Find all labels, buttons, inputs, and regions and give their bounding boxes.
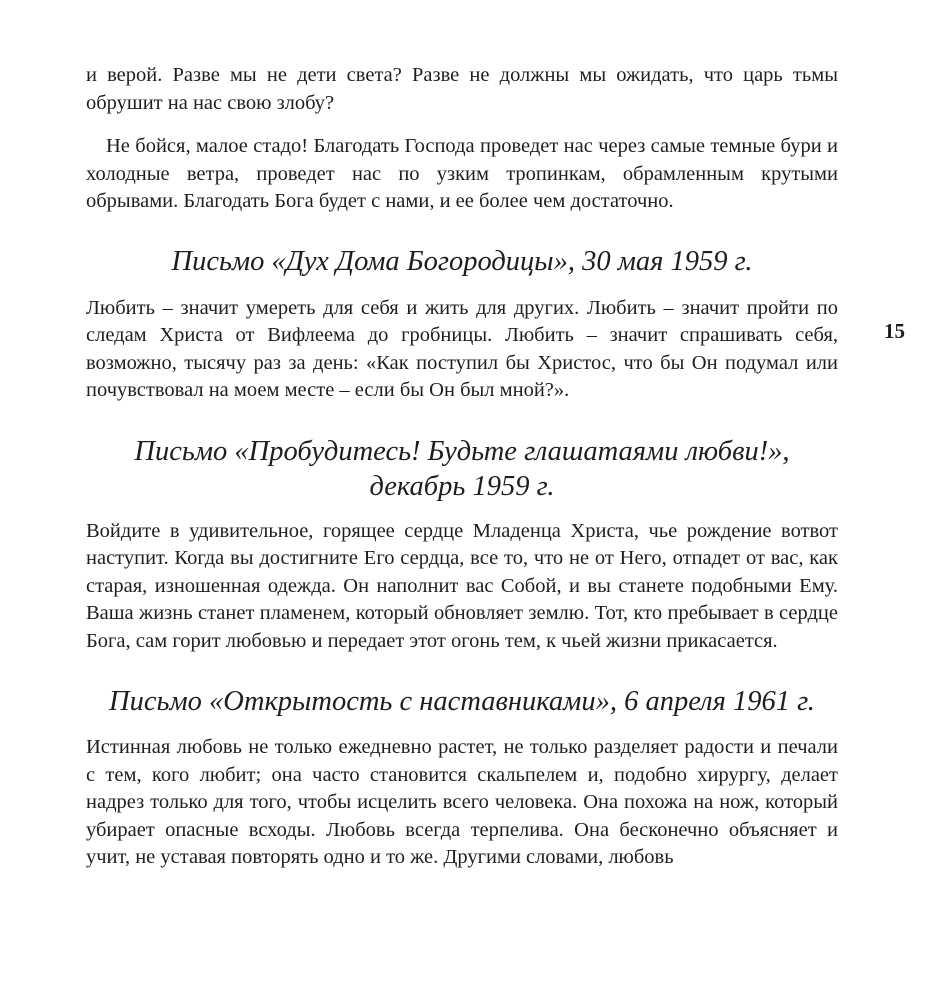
section-heading-1: Письмо «Дух Дома Богородицы», 30 мая 1959 г.	[171, 245, 753, 277]
section-heading-2-line-2: декабрь 1959 г.	[369, 470, 555, 502]
section-heading-2	[86, 434, 838, 504]
section-body-1: Любить – значит умереть для себя и жить для других. Любить – значит пройти по следам Христа от Вифлеема до гробницы. Любить – значит спрашивать себя, возможно, тысячу раз за день: «Как поступил бы Христос, что бы Он подумал или почувствовал на моем месте – если бы Он был мной?».	[86, 296, 838, 401]
page-number: 15	[884, 319, 905, 343]
section-heading-2-line-1: Письмо «Пробудитесь! Будьте глашатаями любви!»,	[134, 435, 790, 467]
section-heading-3: Письмо «Открытость с наставниками», 6 апреля 1961 г.	[109, 686, 815, 717]
paragraph-intro-2: Не бойся, малое стадо! Благодать Господа проведет нас через самые темные бури и холодные ветра, проведет нас по узким тропинкам, обрамленным крутыми обрывами. Благодать Бога будет с нами, и ее более чем достаточно.	[86, 135, 838, 212]
section-body-2: Войдите в удивительное, горящее сердце Младенца Христа, чье рождение вотвот наступит. Когда вы достигните Его сердца, все то, что не от Него, отпадет от вас, как старая, изношенная одежда. Он наполнит вас Собой, и вы станете подобными Ему. Ваша жизнь станет пламенем, который обновляет землю. Тот, кто пребывает в сердце Бога, сам горит любовью и передает этот огонь тем, к чьей жизни прикасается.	[86, 519, 838, 652]
page-content	[86, 62, 838, 872]
paragraph-intro-1: и верой. Разве мы не дети света? Разве не должны мы ожидать, что царь тьмы обрушит на нас свою злобу?	[86, 64, 838, 114]
section-body-3: Истинная любовь не только ежедневно растет, не только разделяет радости и печали с тем, кого любит; она часто становится скальпелем и, подобно хирургу, делает надрез только для того, чтобы исцелить всего человека. Она похожа на нож, который убирает опасные всходы. Любовь всегда терпелива. Она бесконечно объясняет и учит, не уставая повторять одно и то же. Другими словами, любовь	[86, 736, 838, 868]
